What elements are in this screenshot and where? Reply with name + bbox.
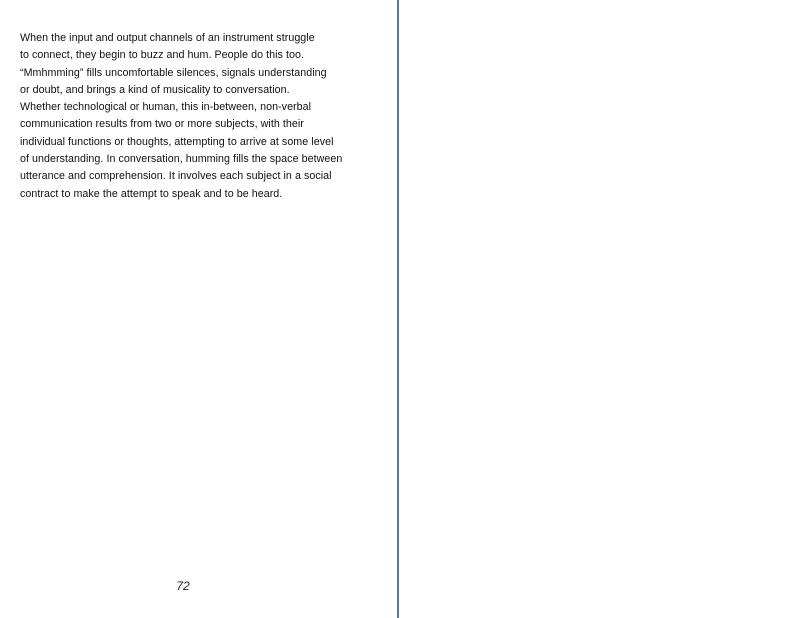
right-page bbox=[399, 0, 800, 618]
page-number: 72 bbox=[176, 579, 190, 593]
paragraph-line: When the input and output channels of an instrument struggle bbox=[20, 32, 315, 44]
body-paragraph bbox=[20, 30, 360, 203]
paragraph-line: individual functions or thoughts, attempting to arrive at some level bbox=[20, 135, 334, 148]
paragraph-line: “Mmhmming” fills uncomfortable silences, signals understanding bbox=[20, 66, 327, 79]
paragraph-line: contract to make the attempt to speak and to be heard. bbox=[20, 187, 283, 200]
paragraph-line: Whether technological or human, this in-between, non-verbal bbox=[20, 101, 312, 114]
paragraph-line: communication results from two or more subjects, with their bbox=[20, 118, 304, 131]
left-page bbox=[0, 0, 397, 618]
paragraph-line: or doubt, and brings a kind of musicality to conversation. bbox=[20, 83, 290, 96]
paragraph-line: utterance and comprehension. It involves each subject in a social bbox=[20, 170, 332, 183]
paragraph-line: of understanding. In conversation, humming fills the space between bbox=[20, 153, 343, 166]
paragraph-line: to connect, they begin to buzz and hum. People do this too. bbox=[20, 49, 304, 62]
